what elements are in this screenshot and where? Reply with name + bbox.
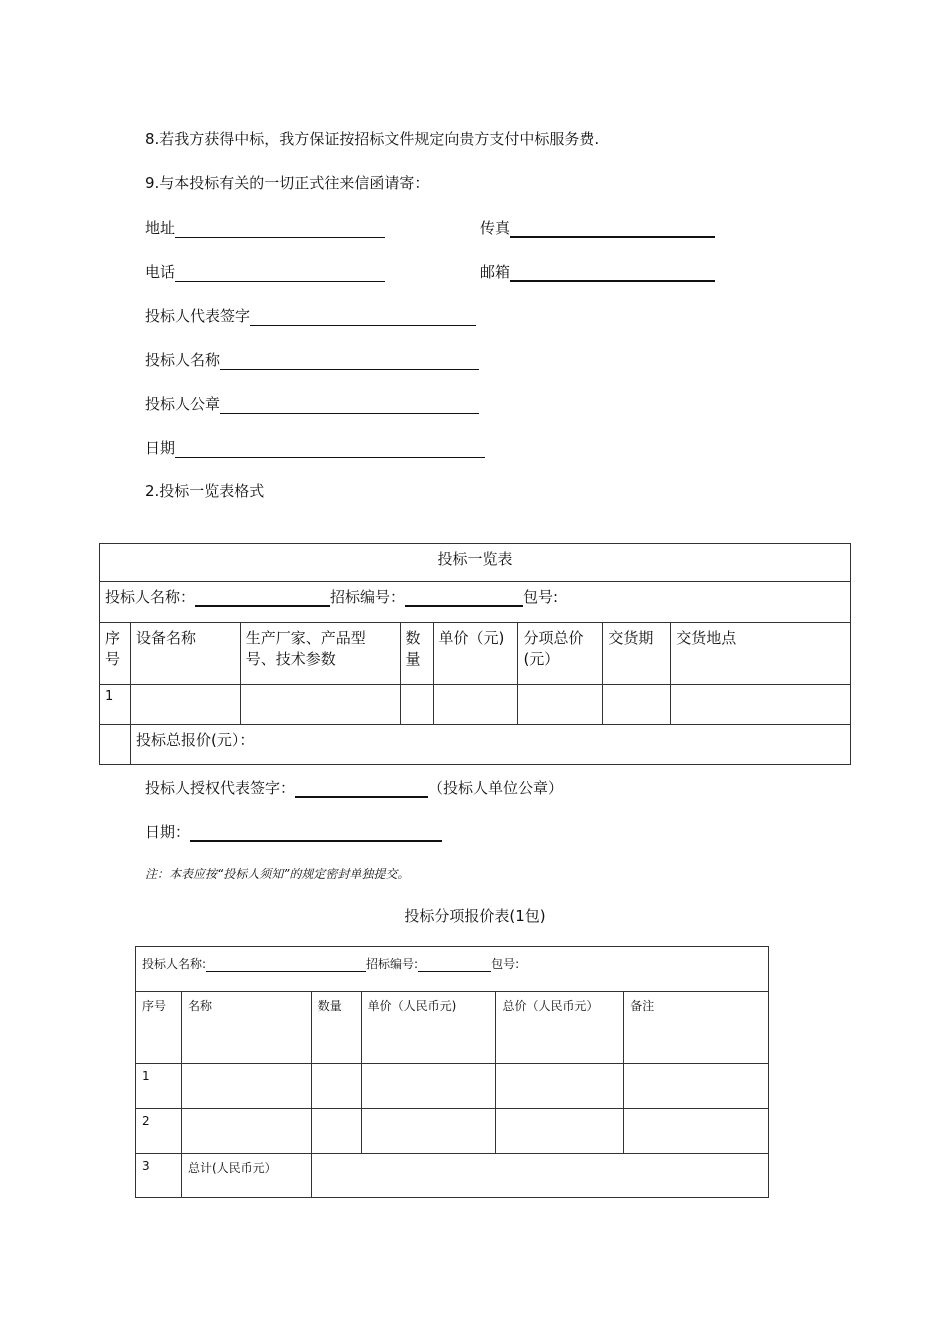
fax-blank[interactable] [510, 219, 715, 238]
bidder-name-label: 投标人名称 [145, 351, 221, 369]
row-no: 1 [136, 1064, 182, 1109]
summary-tender-no-label: 招标编号： [330, 588, 406, 606]
itemized-total-label: 总计(人民币元） [181, 1154, 311, 1198]
header-no: 序号 [100, 623, 131, 685]
table-row [136, 1064, 769, 1109]
cell[interactable] [496, 1064, 624, 1109]
cell[interactable] [433, 685, 518, 725]
row-no: 2 [136, 1109, 182, 1154]
cell[interactable] [518, 685, 603, 725]
cell[interactable] [496, 1109, 624, 1154]
clause-8: 8.若我方获得中标，我方保证按招标文件规定向贵方支付中标服务费. [145, 130, 600, 148]
itemized-header-unit-price: 单价（人民币元) [361, 992, 496, 1064]
address-field[interactable] [145, 217, 385, 238]
date-field[interactable] [145, 437, 485, 458]
email-field[interactable] [480, 261, 715, 282]
address-blank[interactable] [175, 220, 385, 238]
table-note: 注：本表应按“投标人须知”的规定密封单独提交。 [145, 867, 410, 881]
bid-summary-table [99, 543, 851, 765]
row-no: 3 [136, 1154, 182, 1198]
cell[interactable] [361, 1064, 496, 1109]
cell[interactable] [361, 1109, 496, 1154]
itemized-header-total-price: 总价（人民币元） [496, 992, 624, 1064]
signoff-date-blank[interactable] [190, 823, 442, 842]
phone-field[interactable] [145, 261, 385, 282]
table-row [100, 685, 851, 725]
cell[interactable] [400, 685, 433, 725]
itemized-info-row [136, 947, 769, 992]
itemized-header-remarks: 备注 [624, 992, 769, 1064]
summary-tender-no-blank[interactable] [405, 588, 523, 607]
cell[interactable] [624, 1064, 769, 1109]
row-no: 1 [100, 685, 131, 725]
auth-sign-blank[interactable] [295, 779, 428, 798]
rep-sign-label: 投标人代表签字 [145, 307, 251, 325]
itemized-table-title: 投标分项报价表(1包) [404, 907, 546, 925]
rep-sign-field[interactable] [145, 305, 476, 326]
total-price-label: 投标总报价(元）： [130, 725, 850, 765]
phone-blank[interactable] [175, 264, 385, 282]
itemized-header-name: 名称 [181, 992, 311, 1064]
cell[interactable] [130, 685, 240, 725]
header-equipment: 设备名称 [130, 623, 240, 685]
itemized-header-no: 序号 [136, 992, 182, 1064]
auth-sign-label: 投标人授权代表签字： [145, 779, 296, 797]
bidder-seal-blank[interactable] [220, 396, 479, 414]
itemized-header-quantity: 数量 [311, 992, 361, 1064]
address-label: 地址 [145, 219, 176, 237]
summary-package-label: 包号: [523, 588, 559, 606]
cell[interactable] [311, 1064, 361, 1109]
bidder-name-field[interactable] [145, 349, 479, 370]
header-manufacturer: 生产厂家、产品型号、技术参数 [240, 623, 400, 685]
summary-bidder-name-blank[interactable] [195, 588, 330, 607]
itemized-tender-no-blank[interactable] [418, 957, 491, 972]
auth-sign-field[interactable] [145, 777, 563, 798]
header-delivery-period: 交货期 [603, 623, 671, 685]
section-2-heading: 2.投标一览表格式 [145, 482, 265, 500]
phone-label: 电话 [145, 263, 176, 281]
signoff-date-field[interactable] [145, 821, 442, 842]
email-blank[interactable] [510, 263, 715, 282]
bidder-name-blank[interactable] [220, 352, 479, 370]
cell[interactable] [181, 1109, 311, 1154]
header-quantity: 数量 [400, 623, 433, 685]
summary-info-row [100, 582, 851, 623]
cell [100, 725, 131, 765]
cell[interactable] [311, 1109, 361, 1154]
header-unit-price: 单价（元) [433, 623, 518, 685]
signoff-date-label: 日期： [145, 823, 191, 841]
itemized-package-label: 包号: [491, 957, 520, 971]
itemized-price-table [135, 946, 769, 1198]
table-row [136, 1109, 769, 1154]
fax-label: 传真 [480, 219, 511, 237]
summary-bidder-name-label: 投标人名称： [105, 588, 196, 606]
date-label: 日期 [145, 439, 176, 457]
itemized-bidder-name-label: 投标人名称: [142, 957, 207, 971]
bidder-seal-field[interactable] [145, 393, 479, 414]
seal-note: （投标人单位公章） [428, 779, 564, 797]
cell[interactable] [624, 1109, 769, 1154]
date-blank[interactable] [175, 440, 485, 458]
cell[interactable] [240, 685, 400, 725]
summary-table-title: 投标一览表 [100, 544, 851, 582]
header-subtotal: 分项总价(元） [518, 623, 603, 685]
bidder-seal-label: 投标人公章 [145, 395, 221, 413]
email-label: 邮箱 [480, 263, 511, 281]
itemized-tender-no-label: 招标编号: [366, 957, 419, 971]
fax-field[interactable] [480, 217, 715, 238]
itemized-total-value[interactable] [311, 1154, 768, 1198]
cell[interactable] [671, 685, 851, 725]
rep-sign-blank[interactable] [250, 308, 476, 326]
itemized-bidder-name-blank[interactable] [206, 957, 366, 972]
cell[interactable] [603, 685, 671, 725]
cell[interactable] [181, 1064, 311, 1109]
clause-9: 9.与本投标有关的一切正式往来信函请寄： [145, 174, 430, 192]
header-delivery-place: 交货地点 [671, 623, 851, 685]
